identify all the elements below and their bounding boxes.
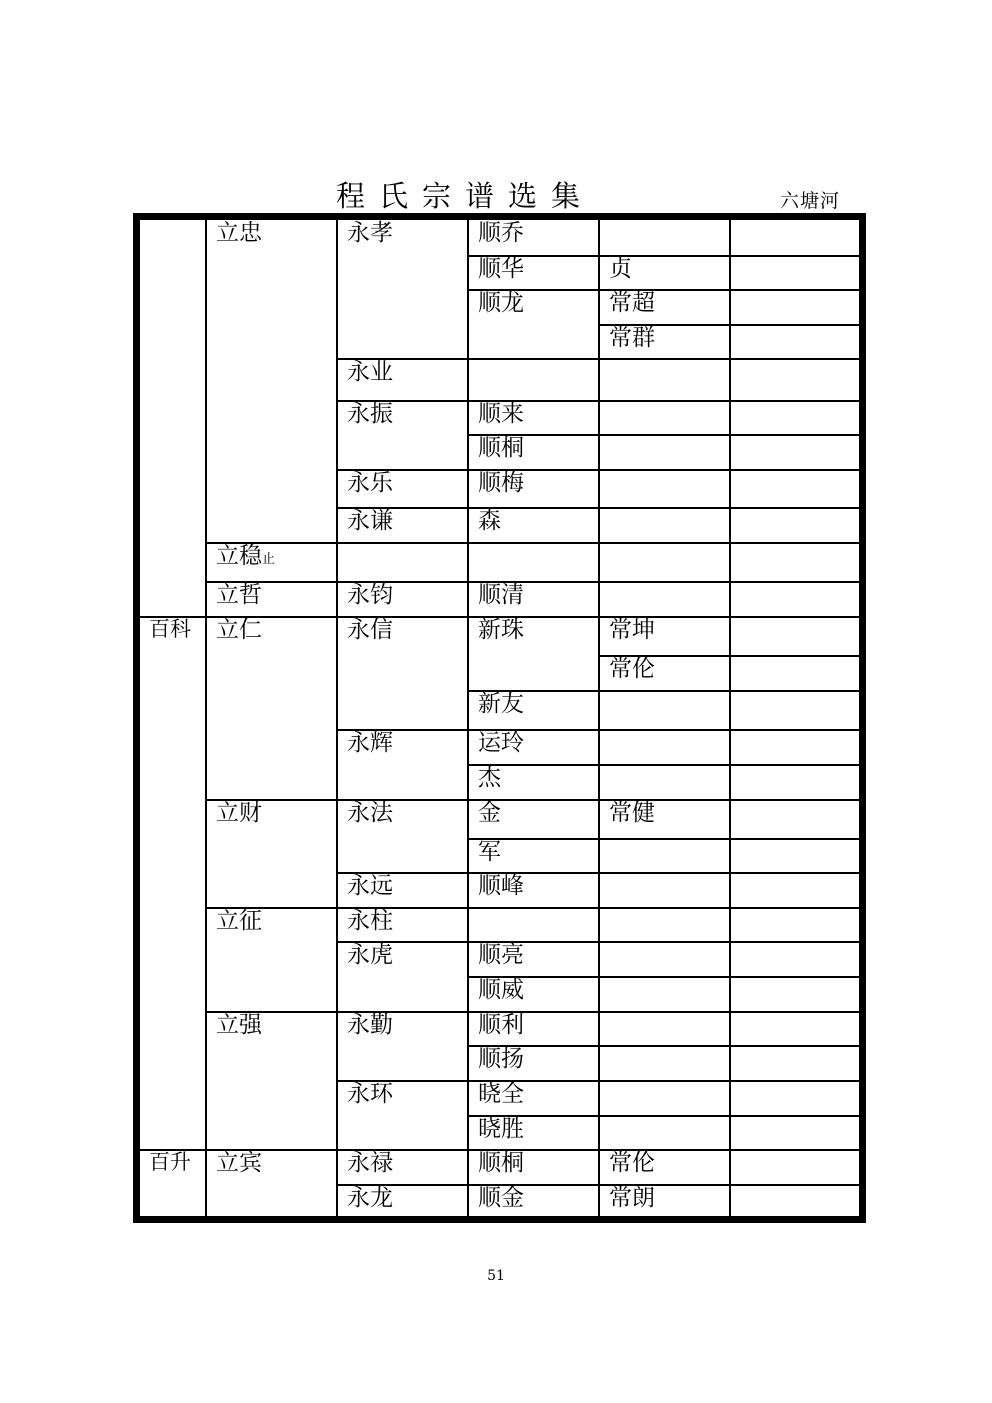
chang-cell	[599, 691, 730, 730]
yong-cell	[337, 617, 468, 730]
yong-cell	[337, 401, 468, 470]
row-rule	[730, 400, 859, 402]
li-cell	[206, 543, 337, 582]
shun-name: 顺扬	[478, 1046, 524, 1072]
row-rule	[730, 581, 859, 583]
row-rule	[730, 1184, 859, 1186]
chang-cell	[599, 1150, 730, 1185]
yong-cell	[337, 1081, 468, 1150]
yong-cell	[337, 873, 468, 908]
branch-name: 百升	[149, 1150, 191, 1174]
yong-cell	[337, 1185, 468, 1216]
chang-cell	[599, 256, 730, 290]
branch-cell	[140, 617, 206, 1150]
yong-cell	[337, 359, 468, 401]
chang-cell	[599, 543, 730, 582]
shun-name: 顺乔	[478, 220, 524, 246]
yong-name: 永环	[347, 1081, 393, 1107]
chang-cell	[599, 582, 730, 617]
shun-cell	[468, 290, 599, 359]
li-name: 立强	[216, 1012, 262, 1038]
chang-name: 常群	[609, 325, 655, 351]
chang-cell	[599, 220, 730, 256]
row-rule	[730, 764, 859, 766]
yong-cell	[337, 1012, 468, 1081]
yong-cell	[337, 800, 468, 873]
yong-cell	[337, 470, 468, 508]
branch-cell	[140, 1150, 206, 1216]
shun-name: 森	[478, 508, 501, 534]
shun-name: 顺亮	[478, 942, 524, 968]
shun-name: 顺威	[478, 977, 524, 1003]
yong-name: 永法	[347, 800, 393, 826]
chang-cell	[599, 656, 730, 691]
yong-cell	[337, 508, 468, 543]
chang-name: 常朗	[609, 1185, 655, 1211]
shun-cell	[468, 359, 599, 401]
shun-cell	[468, 1116, 599, 1150]
yong-cell	[337, 1150, 468, 1185]
li-cell	[206, 617, 337, 800]
column-rule	[336, 220, 338, 1216]
chang-cell	[599, 839, 730, 873]
row-rule	[730, 542, 859, 544]
shun-name: 顺利	[478, 1012, 524, 1038]
shun-name: 杰	[478, 765, 501, 791]
shun-cell	[468, 435, 599, 470]
yong-name: 永龙	[347, 1185, 393, 1211]
yong-cell	[337, 730, 468, 800]
yong-cell	[337, 582, 468, 617]
place-name: 六塘河	[780, 190, 841, 212]
row-rule	[730, 434, 859, 436]
chang-name: 常伦	[609, 1150, 655, 1176]
branch-name: 百科	[149, 617, 191, 641]
page-number: 51	[487, 1268, 505, 1284]
row-rule	[730, 1149, 859, 1151]
branch-cell	[140, 220, 206, 617]
chang-cell	[599, 290, 730, 325]
row-rule	[730, 872, 859, 874]
shun-cell	[468, 908, 599, 942]
shun-cell	[468, 977, 599, 1012]
chang-cell	[599, 942, 730, 977]
shun-cell	[468, 220, 599, 256]
row-rule	[730, 690, 859, 692]
shun-name: 顺清	[478, 582, 524, 608]
yong-name: 永禄	[347, 1150, 393, 1176]
shun-cell	[468, 765, 599, 800]
yong-name: 永乐	[347, 470, 393, 496]
chang-cell	[599, 800, 730, 839]
chang-name: 常超	[609, 290, 655, 316]
chang-name: 常伦	[609, 656, 655, 682]
li-cell	[206, 1012, 337, 1150]
chang-cell	[599, 508, 730, 543]
chang-cell	[599, 1046, 730, 1081]
row-rule	[730, 976, 859, 978]
row-rule	[730, 838, 859, 840]
yong-name: 永振	[347, 401, 393, 427]
yong-cell	[337, 908, 468, 942]
shun-name: 晓胜	[478, 1116, 524, 1142]
shun-name: 顺龙	[478, 290, 524, 316]
shun-cell	[468, 839, 599, 873]
row-rule	[730, 255, 859, 257]
li-name: 立征	[216, 908, 262, 934]
shun-cell	[468, 1046, 599, 1081]
li-cell	[206, 908, 337, 1012]
row-rule	[730, 358, 859, 360]
yong-cell	[337, 942, 468, 1012]
yong-cell	[337, 543, 468, 582]
chang-cell	[599, 1185, 730, 1216]
row-rule	[730, 941, 859, 943]
column-rule	[598, 220, 600, 1216]
row-rule	[730, 616, 859, 618]
shun-cell	[468, 800, 599, 839]
li-name: 立财	[216, 800, 262, 826]
row-rule	[730, 907, 859, 909]
shun-name: 运玲	[478, 730, 524, 756]
li-name: 立稳	[216, 543, 262, 569]
column-rule	[467, 220, 469, 1216]
li-name: 立宾	[216, 1150, 262, 1176]
shun-name: 新友	[478, 691, 524, 717]
row-rule	[730, 324, 859, 326]
chang-cell	[599, 435, 730, 470]
li-cell	[206, 1150, 337, 1216]
row-rule	[730, 507, 859, 509]
shun-cell	[468, 617, 599, 691]
shun-cell	[468, 691, 599, 730]
chang-name: 贞	[609, 256, 632, 282]
chang-cell	[599, 1012, 730, 1046]
chang-cell	[599, 977, 730, 1012]
page-title: 程氏宗谱选集	[335, 179, 594, 213]
shun-cell	[468, 873, 599, 908]
yong-name: 永信	[347, 617, 393, 643]
shun-name: 顺桐	[478, 435, 524, 461]
shun-name: 顺梅	[478, 470, 524, 496]
shun-cell	[468, 1185, 599, 1216]
li-cell	[206, 220, 337, 543]
chang-cell	[599, 908, 730, 942]
shun-name: 顺来	[478, 401, 524, 427]
row-rule	[730, 1045, 859, 1047]
shun-cell	[468, 942, 599, 977]
row-rule	[730, 1115, 859, 1117]
shun-name: 顺华	[478, 256, 524, 282]
chang-cell	[599, 359, 730, 401]
shun-name: 新珠	[478, 617, 524, 643]
shun-cell	[468, 470, 599, 508]
yong-name: 永柱	[347, 908, 393, 934]
chang-name: 常坤	[609, 617, 655, 643]
chang-cell	[599, 765, 730, 800]
chang-cell	[599, 1116, 730, 1150]
genealogy-table	[133, 213, 866, 1223]
shun-cell	[468, 1012, 599, 1046]
shun-cell	[468, 582, 599, 617]
shun-name: 金	[478, 800, 501, 826]
chang-cell	[599, 470, 730, 508]
chang-cell	[599, 873, 730, 908]
yong-name: 永虎	[347, 942, 393, 968]
row-rule	[730, 1080, 859, 1082]
shun-cell	[468, 1081, 599, 1116]
chang-cell	[599, 325, 730, 359]
chang-cell	[599, 617, 730, 656]
chang-cell	[599, 1081, 730, 1116]
shun-cell	[468, 508, 599, 543]
shun-cell	[468, 1150, 599, 1185]
li-cell	[206, 582, 337, 617]
li-name: 立仁	[216, 617, 262, 643]
shun-cell	[468, 256, 599, 290]
yong-name: 永孝	[347, 220, 393, 246]
row-rule	[730, 1011, 859, 1013]
column-rule	[205, 220, 207, 1216]
row-rule	[730, 729, 859, 731]
shun-cell	[468, 401, 599, 435]
yong-name: 永谦	[347, 508, 393, 534]
shun-cell	[468, 543, 599, 582]
li-name: 立忠	[216, 220, 262, 246]
yong-name: 永辉	[347, 730, 393, 756]
shun-name: 晓全	[478, 1081, 524, 1107]
yong-name: 永钧	[347, 582, 393, 608]
yong-name: 永勤	[347, 1012, 393, 1038]
row-rule	[730, 469, 859, 471]
column-rule	[729, 220, 731, 1216]
shun-cell	[468, 730, 599, 765]
yong-cell	[337, 220, 468, 359]
li-name: 立哲	[216, 582, 262, 608]
chang-cell	[599, 401, 730, 435]
li-cell	[206, 800, 337, 908]
terminated-mark: 止	[262, 552, 276, 567]
shun-name: 顺桐	[478, 1150, 524, 1176]
row-rule	[730, 799, 859, 801]
row-rule	[730, 655, 859, 657]
shun-name: 顺金	[478, 1185, 524, 1211]
yong-name: 永远	[347, 873, 393, 899]
shun-name: 顺峰	[478, 873, 524, 899]
yong-name: 永业	[347, 359, 393, 385]
shun-name: 军	[478, 839, 501, 865]
chang-name: 常健	[609, 800, 655, 826]
genealogy-grid	[140, 220, 859, 1216]
chang-cell	[599, 730, 730, 765]
row-rule	[730, 289, 859, 291]
